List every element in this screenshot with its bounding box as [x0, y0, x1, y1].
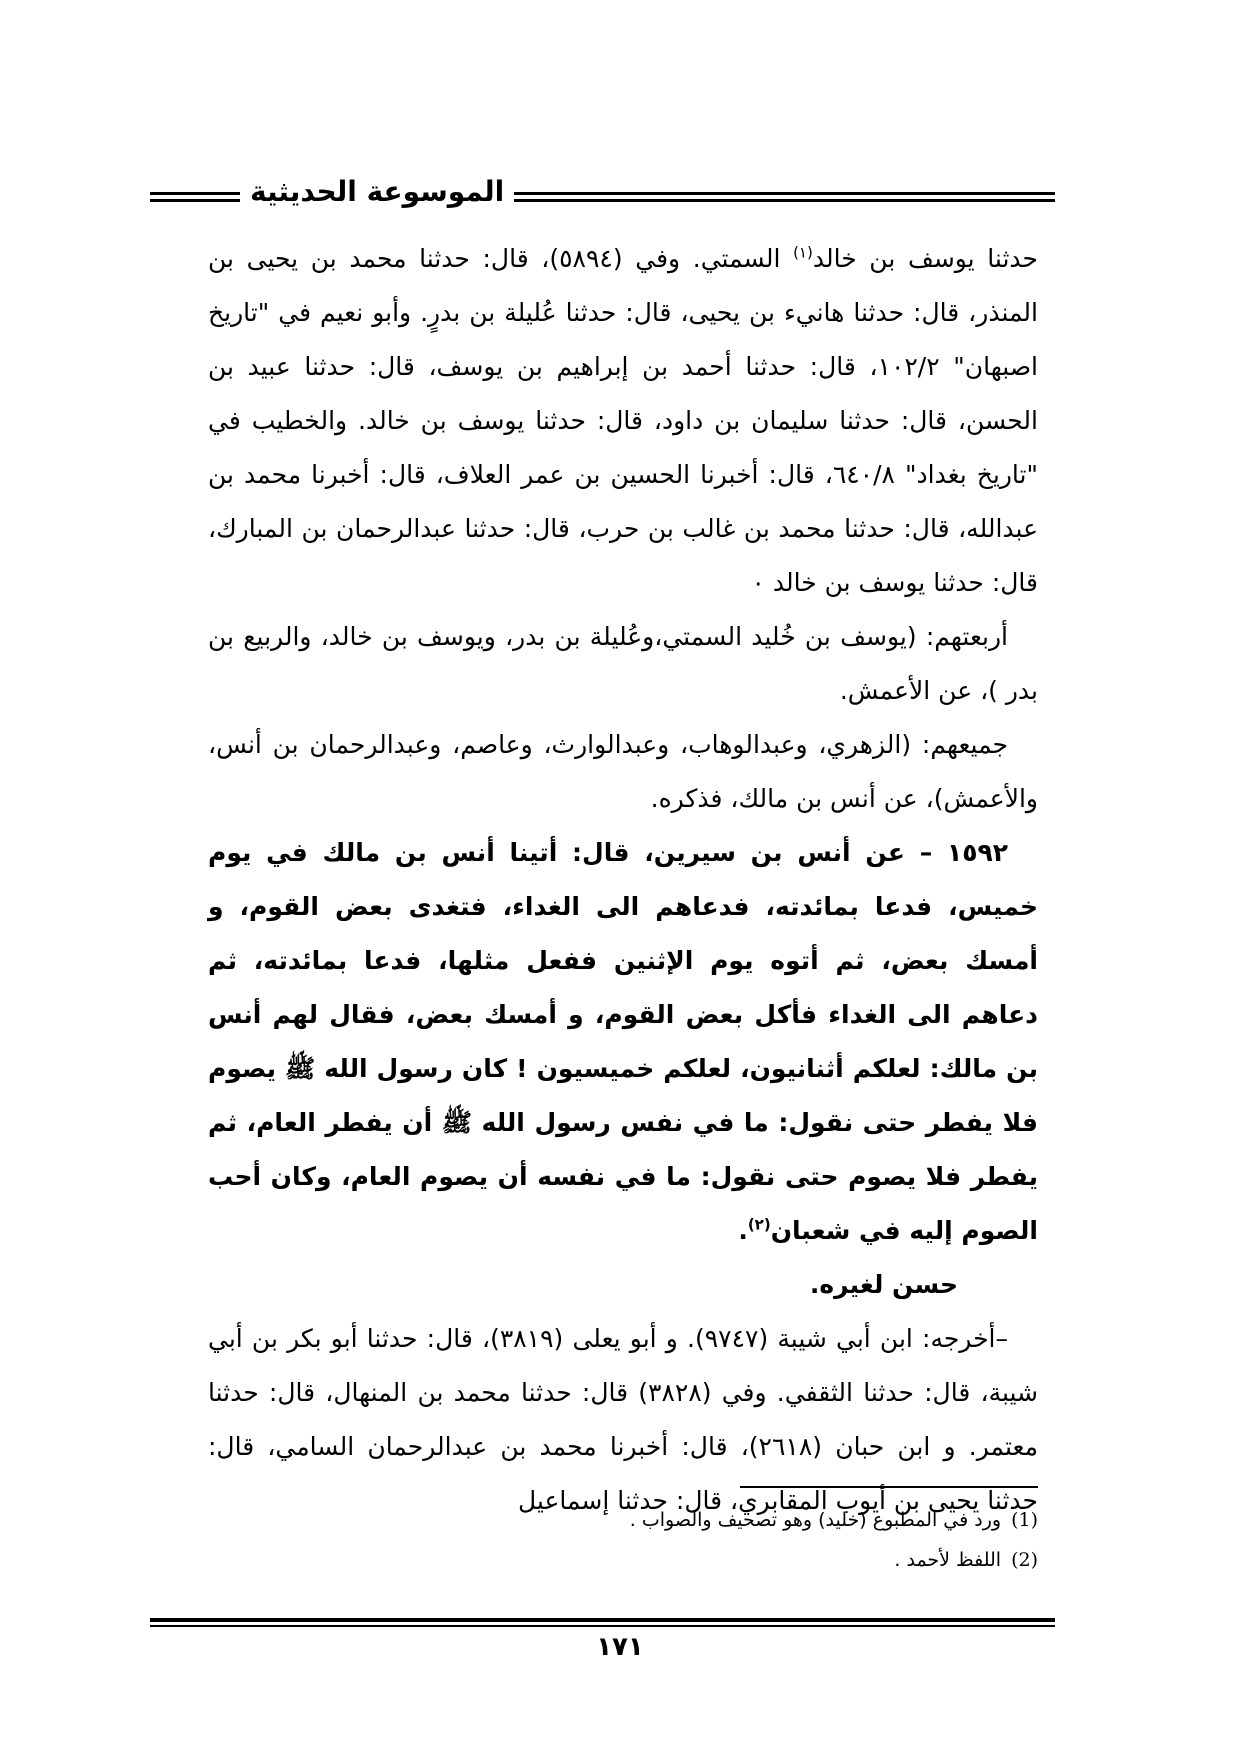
- page-header: [150, 168, 1055, 218]
- footnote-separator: [740, 1486, 1038, 1488]
- footnote-ref-1[interactable]: (١): [793, 243, 813, 262]
- paragraph-text: السمتي. وفي (٥٨٩٤)، قال: حدثنا محمد بن يحيى بن المنذر، قال: حدثنا هانيء بن يحيى، قال: حدثنا عُليلة بن بدرٍ. وأبو نعيم في "تاريخ اصبهان" ١٠٢/٢، قال: حدثنا أحمد بن إبراهيم بن يوسف، قال: حدثنا عبيد بن الحسن، قال: حدثنا سليمان بن داود، قال: حدثنا يوسف بن خالد. والخطيب في "تاريخ بغداد" ٦٤٠/٨، قال: أخبرنا الحسين بن عمر العلاف، قال: أخبرنا محمد بن عبدالله، قال: حدثنا محمد بن غالب بن حرب، قال: حدثنا عبدالرحمان بن المبارك، قال: حدثنا يوسف بن خالد ٠: [208, 244, 1039, 597]
- footnote-text: اللفظ لأحمد .: [894, 1549, 1002, 1571]
- paragraph-text: حدثنا يوسف بن خالد: [812, 244, 1038, 273]
- page-number: ١٧١: [596, 1632, 644, 1662]
- footnote-text: ورد في المطبوع (خليد) وهو تصحيف والصواب .: [629, 1509, 1002, 1531]
- footnote-ref-2[interactable]: (٢): [747, 1215, 771, 1234]
- hadith-end: .: [738, 1216, 748, 1245]
- paragraph-sources: [208, 232, 1038, 610]
- paragraph-narrators-four: أربعتهم: (يوسف بن خُليد السمتي،وعُليلة بن بدر، ويوسف بن خالد، والربيع بن بدر )، عن الأعمش.: [208, 622, 1038, 705]
- footer-rule: [150, 1618, 1055, 1622]
- footnote-number: (2): [1011, 1549, 1038, 1571]
- footnote-1: [208, 1500, 1038, 1540]
- hadith-body: ١٥٩٢ – عن أنس بن سيرين، قال: أتينا أنس بن مالك في يوم خميس، فدعا بمائدته، فدعاهم الى الغداء، فتغدى بعض القوم، و أمسك بعض، ثم أتوه يوم الإثنين ففعل مثلها، فدعا بمائدته، ثم دعاهم الى الغداء فأكل بعض القوم، و أمسك بعض، فقال لهم أنس بن مالك: لعلكم أثنانيون، لعلكم خميسيون ! كان رسول الله ﷺ يصوم فلا يفطر حتى نقول: ما في نفس رسول الله ﷺ أن يفطر العام، ثم يفطر فلا يصوم حتى نقول: ما في نفسه أن يصوم العام، وكان أحب الصوم إليه في شعبان: [208, 838, 1038, 1245]
- footnotes: [208, 1500, 1038, 1580]
- paragraph-narrators-all: جميعهم: (الزهري، وعبدالوهاب، وعبدالوارث، وعاصم، وعبدالرحمان بن أنس، والأعمش)، عن أنس بن مالك، فذكره.: [208, 730, 1038, 813]
- header-title: الموسوعة الحديثية: [240, 174, 514, 210]
- footnote-2: [208, 1540, 1038, 1580]
- hadith-text: [208, 826, 1038, 1258]
- footnote-number: (1): [1011, 1509, 1038, 1531]
- paragraph-takhrij: –أخرجه: ابن أبي شيبة (٩٧٤٧). و أبو يعلى (٣٨١٩)، قال: حدثنا أبو بكر بن أبي شيبة، قال: حدثنا الثقفي. وفي (٣٨٢٨) قال: حدثنا محمد بن المنهال، قال: حدثنا معتمر. و ابن حبان (٢٦١٨)، قال: أخبرنا محمد بن عبدالرحمان السامي، قال: حدثنا يحيى بن أيوب المقابري، قال: حدثنا إسماعيل: [208, 1324, 1039, 1515]
- hadith-grade: حسن لغيره.: [809, 1270, 958, 1299]
- main-text: [208, 232, 1038, 1528]
